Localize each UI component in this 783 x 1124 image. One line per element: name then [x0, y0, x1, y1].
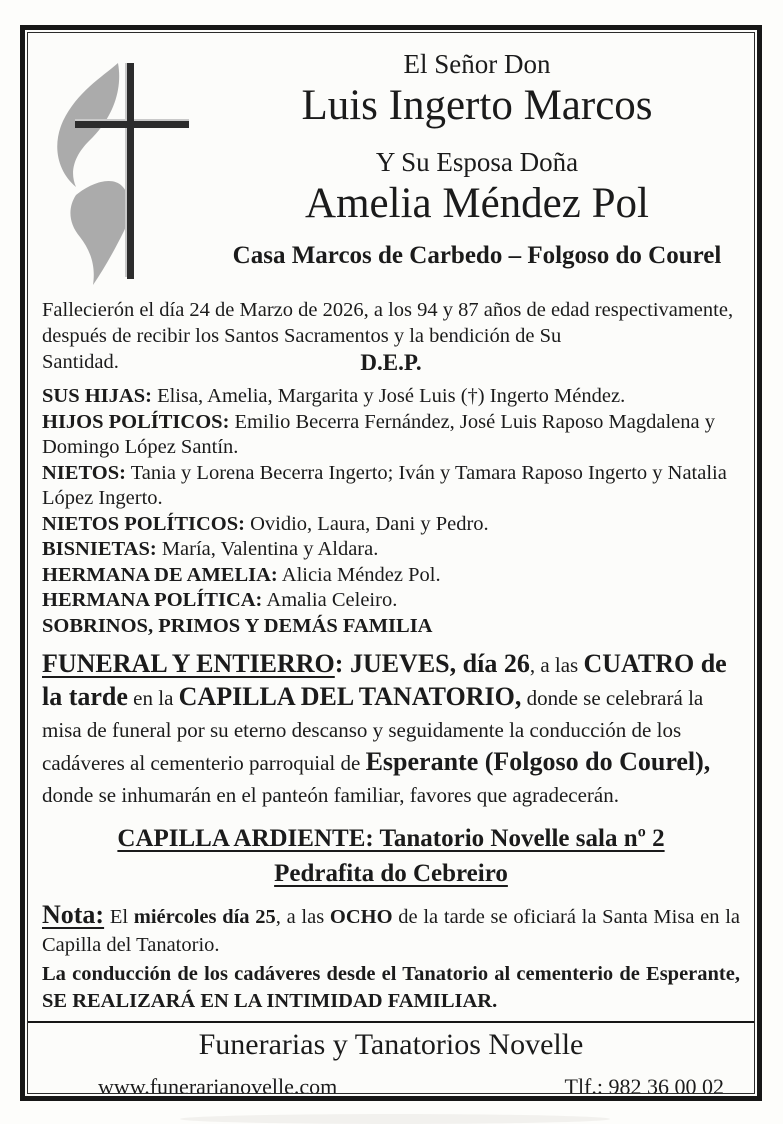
privacy-statement: La conducción de los cadáveres desde el Tanatorio al cementerio de Esperante, SE REALIZARÁ EN LA INTIMIDAD FAMILIAR. [42, 963, 740, 1012]
notice-tail: Santidad. [42, 351, 119, 373]
family-line: NIETOS: Tania y Lorena Becerra Ingerto; Iván y Tamara Raposo Ingerto y Natalia López Ingerto. [42, 461, 727, 509]
death-notice-paragraph: Fallecierón el día 24 de Marzo de 2026, a los 94 y 87 años de edad respectivamente, después de recibir los Santos Sacramentos y la bendición de Su [42, 299, 734, 347]
scan-artifact [180, 1114, 610, 1124]
obituary-header [42, 45, 740, 290]
cross-and-flame-icon [42, 45, 214, 290]
funeral-heading: FUNERAL Y ENTIERRO [42, 649, 335, 678]
house-and-place: Casa Marcos de Carbedo – Folgoso do Courel [232, 242, 722, 269]
nota-section: Nota: El miércoles día 25, a las OCHO de la tarde se oficiará la Santa Misa en la Capilla del Tanatorio. [42, 900, 741, 956]
family-list [42, 384, 740, 639]
family-line: HERMANA DE AMELIA: Alicia Méndez Pol. [42, 563, 441, 586]
footer-contact-row [42, 1074, 740, 1094]
family-line: SOBRINOS, PRIMOS Y DEMÁS FAMILIA [42, 614, 433, 637]
family-line: NIETOS POLÍTICOS: Ovidio, Laura, Dani y Pedro. [42, 512, 489, 535]
cross-and-flame-svg [42, 59, 212, 285]
capilla-line-1: CAPILLA ARDIENTE: Tanatorio Novelle sala nº 2 [117, 825, 665, 852]
deceased-name-male: Luis Ingerto Marcos [301, 82, 653, 129]
honorific-female: Y Su Esposa Doña [375, 147, 579, 177]
page-content [27, 32, 755, 1094]
funeral-announcement: FUNERAL Y ENTIERRO: JUEVES, día 26, a las CUATRO de la tarde en la CAPILLA DEL TANATORIO, donde se celebrará la misa de funeral por su eterno descanso y seguidamente la conducción de los cadáveres al cementerio parroquial de Esperante (Folgoso do Courel), donde se inhumarán en el panteón familiar, favores que agradecerán. [42, 649, 727, 807]
funeral-home-name: Funerarias y Tanatorios Novelle [198, 1028, 584, 1061]
family-line: BISNIETAS: María, Valentina y Aldara. [42, 538, 379, 560]
capilla-line-2: Pedrafita do Cebreiro [274, 860, 508, 887]
page-border [20, 25, 762, 1101]
nota-label: Nota: [42, 900, 105, 929]
title-block [214, 45, 740, 290]
footer-divider [28, 1021, 754, 1023]
family-line: SUS HIJAS: Elisa, Amelia, Margarita y José Luis (†) Ingerto Méndez. [42, 385, 626, 407]
honorific-male: El Señor Don [403, 49, 551, 79]
dep-abbreviation: D.E.P. [360, 350, 422, 375]
family-line: HIJOS POLÍTICOS: Emilio Becerra Fernández, José Luis Raposo Magdalena y Domingo López Santín. [42, 410, 715, 458]
deceased-name-female: Amelia Méndez Pol [305, 180, 649, 227]
family-line: HERMANA POLÍTICA: Amalia Celeiro. [42, 589, 398, 611]
website: www.funerarianovelle.com [98, 1074, 338, 1094]
capilla-ardiente-section [42, 821, 740, 891]
phone-number: Tlf.: 982 36 00 02 [564, 1074, 724, 1094]
dep-line [42, 349, 740, 376]
